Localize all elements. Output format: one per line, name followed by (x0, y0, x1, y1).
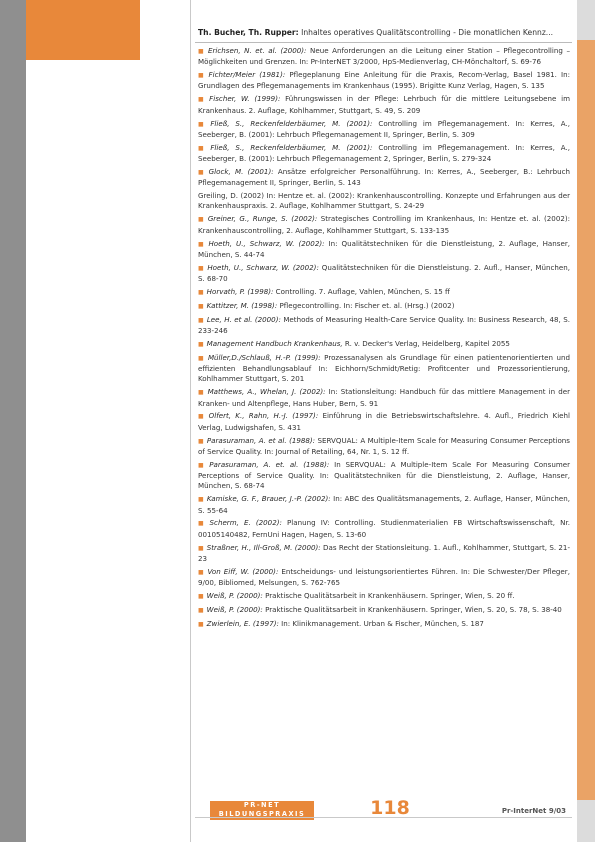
bullet-icon: ■ (198, 520, 207, 528)
reference-text: Praktische Qualitätsarbeit in Krankenhäusern. Springer, Wien, S. 20, S. 78, S. 38-40 (265, 604, 562, 614)
bullet-icon: ■ (198, 168, 206, 176)
reference-author: Weiß, P. (2000): (206, 604, 263, 614)
reference-text: Greiling, D. (2002) In: Hentze et. al. (2002): Krankenhauscontrolling. Konzepte und Erfahrungen aus der Krankenhauspraxis. 2. Auflage, Kohlhammer Stuttgart, S. 24-29 (198, 191, 570, 211)
reference-author: Von Eiff, W. (2000): (207, 566, 279, 576)
reference-author: Kamiske, G. F., Brauer, J.-P. (2002): (206, 494, 331, 504)
reference-author: Parasuraman, A. et. al. (1988): (209, 459, 330, 469)
reference-author: Kattitzer, M. (1998): (206, 300, 278, 310)
reference-list (198, 46, 570, 633)
reference-item (198, 46, 570, 68)
bullet-icon: ■ (198, 606, 204, 614)
reference-item (198, 518, 570, 540)
bullet-icon: ■ (198, 389, 205, 397)
reference-text: Das Recht der Stationsleitung. 1. Aufl., Kohlhammer, Stuttgart, S. 21-23 (198, 542, 570, 563)
bullet-icon: ■ (198, 288, 204, 296)
reference-author: Weiß, P. (2000): (206, 591, 263, 601)
bullet-icon: ■ (198, 144, 208, 152)
bullet-icon: ■ (198, 568, 205, 576)
reference-author: Greiner, G., Runge, S. (2002): (207, 214, 318, 224)
bullet-icon: ■ (198, 48, 205, 55)
reference-item (198, 567, 570, 589)
reference-text: Controlling im Pflegemanagement. In: Kerres, A., Seeberger, B. (2001): Lehrbuch Pflegemanagement II, Springer, Berlin, S. 309 (198, 118, 570, 139)
bullet-icon: ■ (198, 544, 204, 552)
reference-author: Parasuraman, A. et al. (1988): (206, 435, 316, 445)
reference-author: Glock, M. (2001): (208, 166, 274, 176)
bullet-icon: ■ (198, 302, 204, 310)
reference-text: Führungswissen in der Pflege: Lehrbuch für die mittlere Leitungsebene im Krankenhaus. 2. Auflage, Kohlhammer, Stuttgart, S. 49, S. 209 (198, 94, 570, 115)
reference-text: In: Qualitätstechniken für die Dienstleistung, 2. Auflage, Hanser, München, S. 44-74 (198, 238, 570, 259)
reference-item (198, 543, 570, 565)
reference-author: Horvath, P. (1998): (206, 286, 274, 296)
reference-text: Controlling im Pflegemanagement. In: Kerres, A., Seeberger, B. (2001): Lehrbuch Pflegemanagement 2, Springer, Berlin, S. 279-324 (198, 142, 570, 164)
header-authors: Th. Bucher, Th. Rupper: (198, 28, 299, 37)
reference-text: In: ABC des Qualitätsmanagements, 2. Auflage, Hanser, München, S. 55-64 (198, 494, 571, 515)
reference-item (198, 411, 570, 433)
reference-text: Entscheidungs- und leistungsorientiertes Führen. In: Die Schwester/Der Pfleger, 9/00, Bibliomed, Melsungen, S. 762-765 (198, 566, 570, 588)
bullet-icon: ■ (198, 216, 205, 224)
reference-item (198, 387, 570, 409)
bullet-icon: ■ (198, 96, 207, 104)
reference-author: Fließ, S., Reckenfelderbäumer, M. (2001): (210, 118, 373, 128)
reference-text: Praktische Qualitätsarbeit in Krankenhäusern. Springer, Wien, S. 20 ff. (265, 591, 515, 601)
bullet-icon: ■ (198, 264, 205, 272)
bullet-icon: ■ (198, 72, 206, 80)
reference-text: In: Stationsleitung: Handbuch für das mittlere Management in der Kranken- und Altenpflege, Hans Huber, Bern, S. 91 (198, 387, 571, 408)
reference-text: Pflegecontrolling. In: Fischer et. al. (Hrsg.) (2002) (279, 300, 455, 310)
logo-line-bottom: BILDUNGSPRAXIS (218, 809, 306, 818)
margin-divider (190, 0, 191, 842)
reference-author: Lee, H. et al. (2000): (206, 314, 281, 324)
bullet-icon: ■ (198, 496, 204, 504)
reference-text: Ansätze erfolgreicher Personalführung. In: Kerres, A., Seeberger, B.: Lehrbuch Pflegemanagement II, Springer, Berlin, S. 143 (198, 166, 571, 188)
reference-item (198, 619, 570, 630)
reference-text: Controlling. 7. Auflage, Vahlen, München, S. 15 ff (275, 286, 450, 296)
reference-author: Fichter/Meier (1981): (208, 70, 286, 80)
reference-text: Prozessanalysen als Grundlage für einen patientenorientierten und effizienten Behandlungsablauf In: Eichhorn/Schmidt/Retig: Profitcenter und Prozessorientierung, Kohlhammer Stuttgart, S. 201 (198, 352, 570, 384)
reference-author: Matthews, A., Whelan, J. (2002): (207, 387, 326, 397)
bullet-icon: ■ (198, 593, 204, 601)
reference-author: Hoeth, U., Schwarz, W. (2002): (208, 238, 325, 248)
logo-line-top: PR-NET (243, 801, 281, 809)
reference-item (198, 494, 570, 516)
reference-text: Einführung in die Betriebswirtschaftslehre. 4. Aufl., Friedrich Kiehl Verlag, Ludwigshafen, S. 431 (198, 411, 570, 432)
reference-item (198, 591, 570, 602)
reference-item (198, 263, 570, 285)
issue-label: Pr-InterNet 9/03 (501, 807, 566, 815)
reference-item (198, 119, 570, 141)
running-header (198, 27, 572, 39)
reference-text: Planung IV: Controlling. Studienmaterialien FB Wirtschaftswissenschaft, Nr. 00105140482, FernUni Hagen, Hagen, S. 13-60 (198, 518, 570, 539)
reference-item (198, 353, 570, 385)
page-number: 118 (370, 797, 410, 819)
reference-item (198, 214, 570, 236)
bullet-icon: ■ (198, 120, 208, 128)
reference-text: Pflegeplanung Eine Anleitung für die Praxis, Recom-Verlag, Basel 1981. In: Grundlagen des Pflegemanagements im Krankenhaus (1995). Brigitte Kunz Verlag, Hagen, S. 135 (198, 70, 570, 91)
reference-item (198, 239, 570, 261)
reference-author: Management Handbuch Krankenhaus, (206, 338, 343, 348)
bullet-icon: ■ (198, 240, 206, 248)
bullet-icon: ■ (198, 340, 204, 348)
reference-author: Olfert, K., Rahn, H.-J. (1997): (208, 411, 319, 421)
header-divider (195, 42, 572, 43)
reference-author: Müller,D./Schlauß, H.-P. (1999): (207, 352, 321, 362)
bullet-icon: ■ (198, 413, 206, 421)
reference-item (198, 191, 570, 212)
reference-item (198, 167, 570, 189)
decorative-right-orange-strip (577, 40, 595, 800)
reference-item (198, 436, 570, 458)
reference-text: SERVQUAL: A Multiple-Item Scale for Measuring Consumer Perceptions of Service Quality. In: Journal of Retailing, 64, Nr. 1, S. 12 ff. (198, 435, 570, 456)
reference-item (198, 94, 570, 116)
reference-item (198, 143, 570, 165)
bullet-icon: ■ (198, 316, 204, 324)
reference-author: Fließ, S., Reckenfelderbäumer, M. (2001): (210, 142, 373, 152)
reference-author: Hoeth, U., Schwarz, W. (2002): (207, 262, 319, 272)
reference-item (198, 287, 570, 298)
reference-text: Strategisches Controlling im Krankenhaus, In: Hentze et. al. (2002): Krankenhauscontrolling, 2. Auflage, Kohlhammer Stuttgart, S. 133-135 (198, 214, 570, 235)
reference-text: Qualitätstechniken für die Dienstleistung. 2. Aufl., Hanser, München, S. 68-70 (198, 262, 570, 283)
reference-text: Methods of Measuring Health-Care Service Quality. In: Business Research, 48, S. 233-246 (198, 314, 570, 335)
bullet-icon: ■ (198, 354, 205, 362)
reference-author: Fischer, W. (1999): (209, 94, 281, 104)
reference-text: In: Klinikmanagement. Urban & Fischer, München, S. 187 (281, 618, 484, 628)
reference-text: Neue Anforderungen an die Leitung einer Station – Pflegecontrolling – Möglichkeiten und Grenzen. In: Pr-InterNET 3/2000, HpS-Medienverlag, CH-Mönchaltorf, S. 69-76 (198, 46, 570, 67)
bullet-icon: ■ (198, 620, 204, 628)
reference-text: In SERVQUAL: A Multiple-Item Scale For Measuring Consumer Perceptions of Service Quality. In: Qualitätstechniken für die Dienstleistung, 2. Auflage, Hanser, München, S. 68-74 (198, 459, 571, 491)
bullet-icon: ■ (198, 461, 207, 469)
reference-item (198, 339, 570, 350)
reference-item (198, 605, 570, 616)
reference-author: Zwierlein, E. (1997): (206, 618, 279, 628)
decorative-gray-bar (0, 0, 26, 842)
header-title: Inhaltes operatives Qualitätscontrolling - Die monatlichen Kennz... (301, 28, 554, 37)
reference-item (198, 301, 570, 312)
reference-author: Scherm, E. (2002): (209, 518, 282, 528)
reference-item (198, 460, 570, 492)
reference-author: Straßner, H., Ill-Groß, M. (2000): (206, 542, 321, 552)
reference-item (198, 315, 570, 337)
reference-text: R. v. Decker's Verlag, Heidelberg, Kapitel 2055 (344, 338, 510, 348)
reference-author: Erichsen, N. et. al. (2000): (208, 46, 307, 55)
reference-item (198, 70, 570, 92)
bullet-icon: ■ (198, 437, 204, 445)
